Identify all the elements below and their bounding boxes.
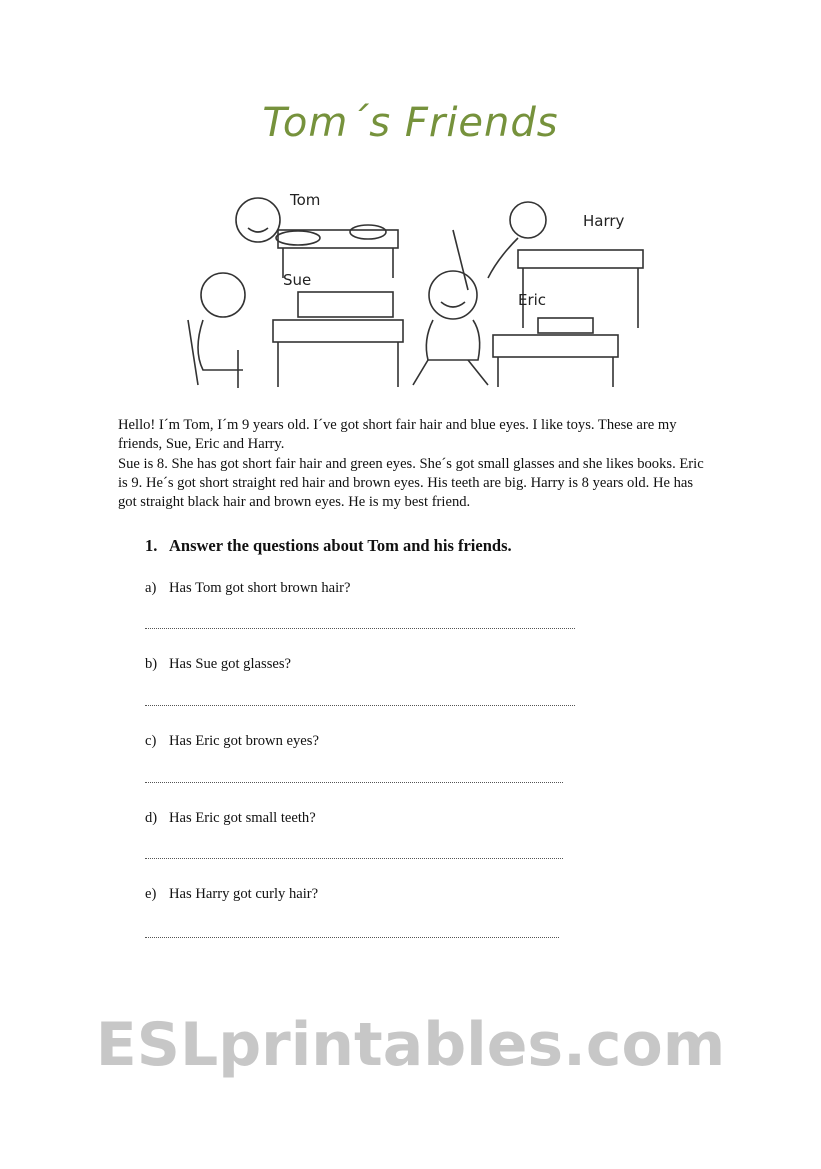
label-harry: Harry bbox=[583, 212, 625, 230]
question-letter: d) bbox=[145, 810, 158, 826]
question bbox=[145, 580, 351, 597]
question-text: Has Tom got short brown hair? bbox=[169, 580, 351, 596]
question-letter: b) bbox=[145, 656, 158, 672]
question bbox=[145, 656, 291, 673]
reading-text bbox=[118, 416, 713, 512]
question-text: Has Eric got brown eyes? bbox=[169, 733, 319, 749]
answer-line[interactable] bbox=[145, 858, 563, 859]
question-letter: a) bbox=[145, 580, 157, 596]
label-tom: Tom bbox=[290, 191, 321, 209]
question-text: Has Sue got glasses? bbox=[169, 656, 292, 672]
reading-paragraph: Hello! I´m Tom, I´m 9 years old. I´ve got short fair hair and blue eyes. I like toys. These are my friends, Sue, Eric and Harry. bbox=[118, 417, 677, 453]
label-sue: Sue bbox=[283, 271, 312, 289]
exercise-number: 1. bbox=[145, 536, 158, 555]
question bbox=[145, 733, 319, 750]
answer-line[interactable] bbox=[145, 782, 563, 783]
answer-line[interactable] bbox=[145, 628, 575, 629]
question-text: Has Harry got curly hair? bbox=[169, 886, 319, 902]
exercise-instruction: Answer the questions about Tom and his friends. bbox=[169, 536, 512, 555]
question-letter: c) bbox=[145, 733, 157, 749]
question-text: Has Eric got small teeth? bbox=[169, 810, 316, 826]
classroom-illustration bbox=[178, 180, 648, 392]
exercise-heading bbox=[145, 536, 512, 556]
question bbox=[145, 886, 318, 903]
answer-line[interactable] bbox=[145, 705, 575, 706]
label-eric: Eric bbox=[518, 291, 547, 309]
answer-line[interactable] bbox=[145, 937, 559, 938]
worksheet-title: Tom´s Friends bbox=[262, 100, 559, 146]
question bbox=[145, 810, 316, 827]
reading-paragraph: Sue is 8. She has got short fair hair and green eyes. She´s got small glasses and she likes books. Eric is 9. He´s got short straight red hair and brown eyes. His teeth are big. Harry is 8 years old. He has got straight black hair and brown eyes. He is my best friend. bbox=[118, 455, 704, 511]
watermark: ESLprintables.com bbox=[95, 1010, 726, 1080]
question-letter: e) bbox=[145, 886, 157, 902]
